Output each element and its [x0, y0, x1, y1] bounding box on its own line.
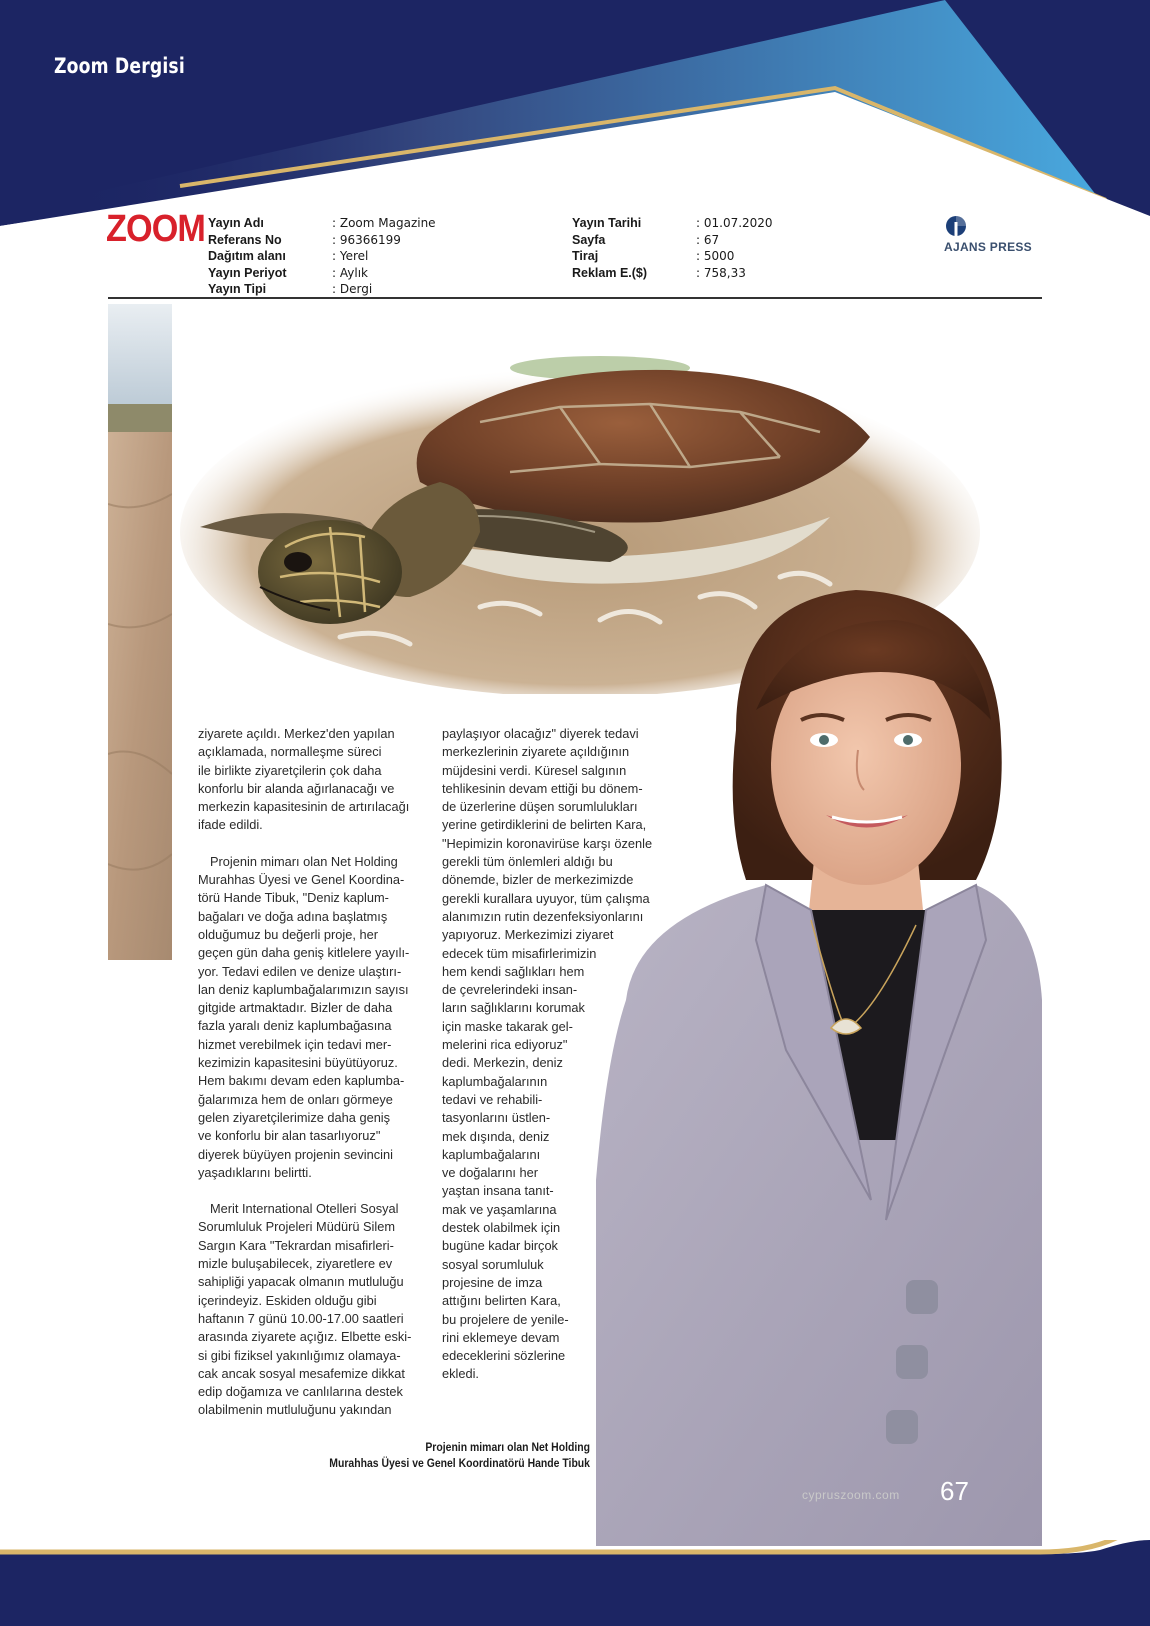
- article-line: yaşadıklarını belirtti.: [198, 1164, 312, 1180]
- article-line: Sargın Kara "Tekrardan misafirleri-: [198, 1237, 394, 1253]
- article-line: ve konforlu bir alan tasarlıyoruz": [198, 1128, 381, 1144]
- article-line: yaştan insana tanıt-: [442, 1183, 554, 1199]
- article-line: yapıyoruz. Merkezimizi ziyaret: [442, 927, 614, 943]
- article-line: olduğumuz bu değerli proje, her: [198, 926, 378, 942]
- meta-right-values: [696, 215, 773, 281]
- meta-value: : Dergi: [332, 282, 373, 297]
- meta-label: Reklam E.($): [572, 265, 648, 280]
- article-line: hem kendi sağlıkları hem: [442, 963, 585, 979]
- meta-value: : 758,33: [696, 265, 746, 280]
- site-url: cypruszoom.com: [802, 1488, 900, 1502]
- article-line: sosyal sorumluluk: [442, 1256, 544, 1272]
- article-line: tedavi ve rehabili-: [442, 1091, 543, 1107]
- article-line: sahipliği yapacak olmanın mutluluğu: [198, 1274, 404, 1290]
- paragraph-gap: [198, 835, 430, 853]
- article-line: si gibi fiziksel yakınlığımız olamaya-: [198, 1347, 401, 1363]
- article-line: törü Hande Tibuk, "Deniz kaplum-: [198, 890, 389, 906]
- article-line: ekledi.: [442, 1366, 479, 1382]
- meta-value: : 01.07.2020: [696, 216, 773, 230]
- meta-label: Referans No: [208, 232, 282, 247]
- article-line: gerekli tüm önlemleri aldığı bu: [442, 854, 613, 870]
- article-line: mizle buluşabilecek, ziyaretlere ev: [198, 1256, 393, 1272]
- article-column-2: [442, 725, 672, 1384]
- article-line: mak ve yaşamlarına: [442, 1201, 557, 1217]
- article-line: melerini rica ediyoruz": [442, 1037, 568, 1053]
- caption-line: Murahhas Üyesi ve Genel Koordinatörü Hande Tibuk: [329, 1456, 590, 1470]
- zoom-logo: ZOOM: [106, 208, 205, 250]
- article-line: kaplumbağalarını: [442, 1146, 541, 1162]
- meta-right-labels: [572, 215, 647, 281]
- article-line: gerekli kurallara uyuyor, tüm çalışma: [442, 890, 650, 906]
- article-line: ğalarımıza hem de onları görmeye: [198, 1091, 393, 1107]
- article-line: destek olabilmek için: [442, 1220, 561, 1236]
- article-line: rini eklemeye devam: [442, 1329, 560, 1345]
- article-line: Merit International Otelleri Sosyal: [210, 1201, 399, 1217]
- footer-band: [0, 1540, 1150, 1626]
- article-line: dedi. Merkezin, deniz: [442, 1055, 563, 1071]
- article-line: haftanın 7 günü 10.00-17.00 saatleri: [198, 1310, 404, 1326]
- article-line: hizmet verebilmek için tedavi mer-: [198, 1036, 392, 1052]
- article-line: bugüne kadar birçok: [442, 1238, 558, 1254]
- photo-caption: [329, 1440, 590, 1471]
- caption-line: Projenin mimarı olan Net Holding: [425, 1441, 590, 1454]
- article-line: de çevrelerindeki insan-: [442, 982, 578, 998]
- meta-value: : Aylık: [332, 265, 368, 280]
- meta-value: : 67: [696, 232, 720, 247]
- article-line: kaplumbağalarının: [442, 1073, 548, 1089]
- article-line: attığını belirten Kara,: [442, 1293, 561, 1309]
- article-line: merkezin kapasitesinin de artırılacağı: [198, 799, 410, 815]
- meta-value: : Yerel: [332, 249, 369, 264]
- article-line: yerine getirdiklerini de belirten Kara,: [442, 817, 647, 833]
- meta-left-labels: [208, 215, 287, 298]
- meta-label: Yayın Adı: [208, 216, 264, 230]
- article-line: konforlu bir alanda ağırlanacağı ve: [198, 780, 395, 796]
- article-line: müjdesini verdi. Küresel salgının: [442, 762, 627, 778]
- article-line: Sorumluluk Projeleri Müdürü Silem: [198, 1219, 396, 1235]
- meta-left-values: [332, 215, 436, 298]
- meta-value: : 96366199: [332, 232, 401, 247]
- article-line: ifade edildi.: [198, 817, 263, 833]
- magazine-title: Zoom Dergisi: [54, 54, 185, 78]
- meta-value: : 5000: [696, 249, 735, 264]
- article-line: "Hepimizin koronavirüse karşı özenle: [442, 835, 653, 851]
- article-line: cak ancak sosyal mesafemize dikkat: [198, 1365, 405, 1381]
- article-line: Murahhas Üyesi ve Genel Koordina-: [198, 872, 405, 888]
- article-line: de üzerlerine düşen sorumlulukları: [442, 799, 638, 815]
- article-line: dönemde, bizler de merkezimizde: [442, 872, 634, 888]
- agency-name: AJANS PRESS: [944, 240, 1032, 254]
- article-line: bağaları ve doğa adına başlatmış: [198, 908, 388, 924]
- article-line: için maske takarak gel-: [442, 1018, 573, 1034]
- article-line: olabilmenin mutluluğunu yakından: [198, 1402, 392, 1418]
- article-line: edecek tüm misafirlerimizin: [442, 945, 597, 961]
- meta-label: Tiraj: [572, 249, 599, 264]
- article-line: kezimizin kapasitesini büyütüyoruz.: [198, 1055, 398, 1071]
- article-line: lan deniz kaplumbağalarımızın sayısı: [198, 981, 409, 997]
- article-line: gelen ziyaretçilerimize daha geniş: [198, 1109, 391, 1125]
- article-line: gitgide artmaktadır. Bizler de daha: [198, 1000, 393, 1016]
- article-line: Hem bakımı devam eden kaplumba-: [198, 1073, 405, 1089]
- article-line: projesine de imza: [442, 1274, 543, 1290]
- article-line: alanımızın rutin dezenfeksiyonlarını: [442, 908, 644, 924]
- meta-label: Yayın Tarihi: [572, 216, 642, 230]
- article-line: ile birlikte ziyaretçilerin çok daha: [198, 762, 382, 778]
- meta-label: Yayın Periyot: [208, 265, 287, 280]
- article-column-1: [198, 725, 430, 1420]
- article-line: diyerek büyüyen projenin sevincini: [198, 1146, 393, 1162]
- meta-label: Sayfa: [572, 232, 606, 247]
- article-line: paylaşıyor olacağız" diyerek tedavi: [442, 726, 639, 741]
- article-line: içerindeyiz. Eskiden olduğu gibi: [198, 1292, 377, 1308]
- article-line: mek dışında, deniz: [442, 1128, 550, 1144]
- article-line: edeceklerini sözlerine: [442, 1348, 566, 1364]
- article-line: yor. Tedavi edilen ve denize ulaştırı-: [198, 963, 402, 979]
- article-line: Projenin mimarı olan Net Holding: [210, 853, 398, 869]
- meta-label: Yayın Tipi: [208, 282, 267, 297]
- article-line: fazla yaralı deniz kaplumbağasına: [198, 1018, 392, 1034]
- page-number: 67: [940, 1476, 969, 1506]
- paragraph-gap: [198, 1182, 430, 1200]
- article-line: geçen gün daha geniş kitlelere yayılı-: [198, 945, 410, 961]
- article-line: ların sağlıklarını korumak: [442, 1000, 585, 1016]
- article-line: ve doğalarını her: [442, 1165, 539, 1181]
- article-line: açıklamada, normalleşme süreci: [198, 744, 382, 760]
- meta-value: : Zoom Magazine: [332, 216, 436, 230]
- article-line: merkezlerinin ziyarete açıldığının: [442, 744, 630, 760]
- header-divider: [108, 297, 1042, 299]
- meta-label: Dağıtım alanı: [208, 249, 286, 264]
- article-line: edip doğamıza ve canlılarına destek: [198, 1384, 403, 1400]
- article-line: tehlikesinin devam ettiği bu dönem-: [442, 780, 643, 796]
- article-line: tasyonlarını üstlen-: [442, 1110, 551, 1126]
- beach-photo-strip: [108, 304, 172, 960]
- article-line: arasında ziyarete açığız. Elbette eski-: [198, 1329, 412, 1345]
- article-line: ziyarete açıldı. Merkez'den yapılan: [198, 726, 395, 741]
- article-line: bu projelere de yenile-: [442, 1311, 569, 1327]
- header-banner: [0, 0, 1150, 240]
